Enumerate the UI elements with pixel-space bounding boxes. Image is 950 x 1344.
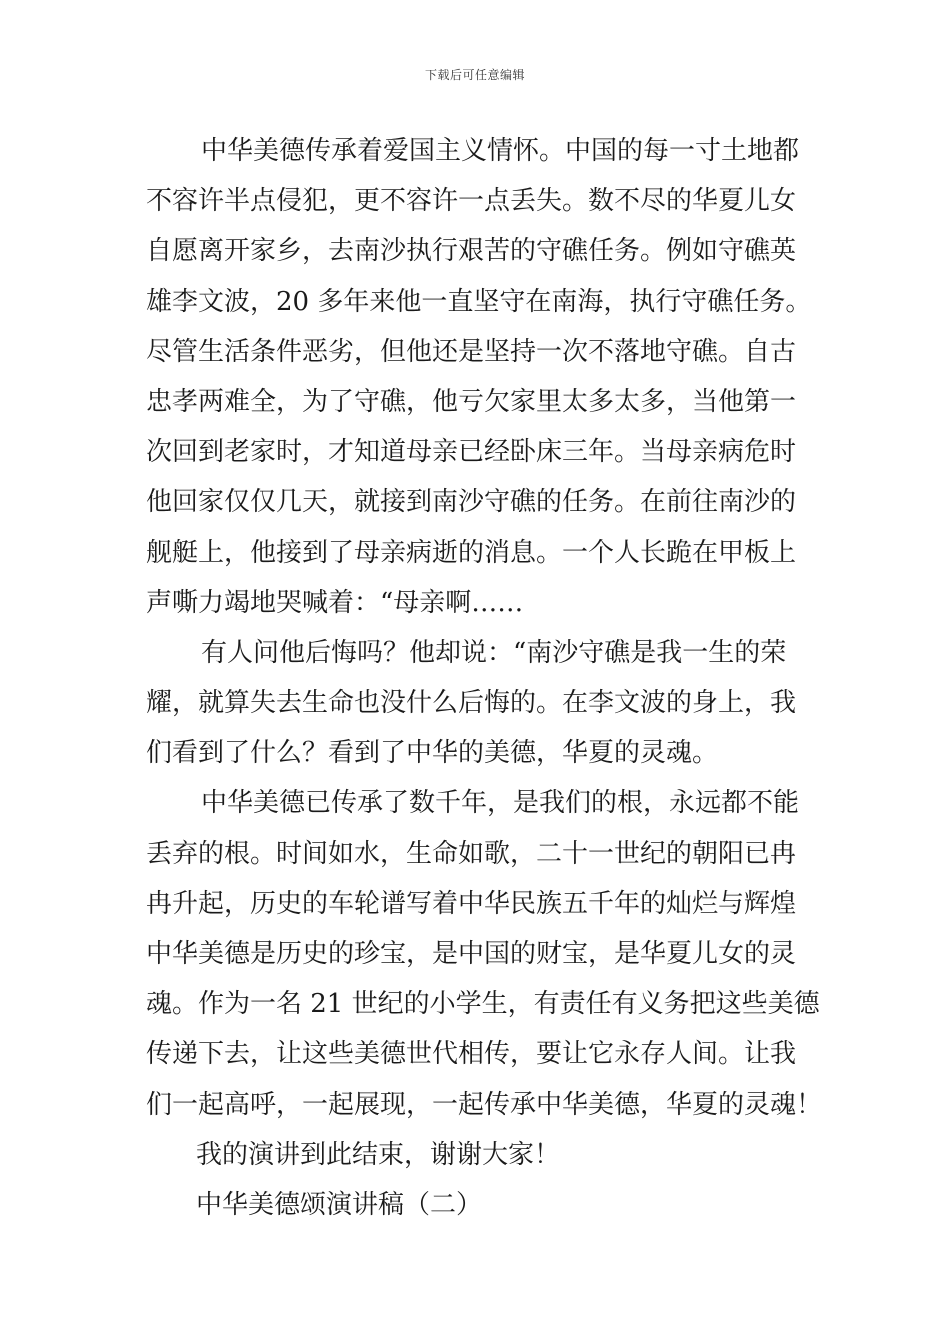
paragraph-1-line-5: 尽管生活条件恶劣，但他还是坚持一次不落地守礁。自古 xyxy=(146,336,797,367)
paragraph-3-line-6: 传递下去，让这些美德世代相传，要让它永存人间。让我 xyxy=(146,1039,797,1070)
paragraph-1-line-4: 雄李文波，20 多年来他一直坚守在南海，执行守礁任务。 xyxy=(146,286,812,317)
paragraph-3-line-7: 们一起高呼，一起展现，一起传承中华美德，华夏的灵魂！ xyxy=(146,1089,823,1120)
paragraph-1-line-10: 声嘶力竭地哭喊着：“母亲啊…… xyxy=(146,587,524,618)
paragraph-3-line-5: 魂。作为一名 21 世纪的小学生，有责任有义务把这些美德 xyxy=(146,989,820,1020)
paragraph-2-line-1: 有人问他后悔吗？他却说：“南沙守礁是我一生的荣 xyxy=(201,637,787,668)
paragraph-1-line-2: 不容许半点侵犯，更不容许一点丢失。数不尽的华夏儿女 xyxy=(146,186,797,217)
paragraph-1-line-8: 他回家仅仅几天，就接到南沙守礁的任务。在前往南沙的 xyxy=(146,487,797,518)
paragraph-3-line-3: 冉升起，历史的车轮谱写着中华民族五千年的灿烂与辉煌 xyxy=(146,888,797,919)
paragraph-1-line-6: 忠孝两难全，为了守礁，他亏欠家里太多太多，当他第一 xyxy=(146,386,797,417)
paragraph-3-line-2: 丢弃的根。时间如水，生命如歌，二十一世纪的朝阳已冉 xyxy=(146,838,797,869)
paragraph-2-line-2: 耀，就算失去生命也没什么后悔的。在李文波的身上，我 xyxy=(146,688,797,719)
paragraph-1-line-1: 中华美德传承着爱国主义情怀。中国的每一寸土地都 xyxy=(201,136,800,166)
paragraph-1-line-7: 次回到老家时，才知道母亲已经卧床三年。当母亲病危时 xyxy=(146,437,797,468)
paragraph-1-line-3: 自愿离开家乡，去南沙执行艰苦的守礁任务。例如守礁英 xyxy=(146,236,797,267)
closing-line: 我的演讲到此结束，谢谢大家！ xyxy=(196,1139,561,1170)
paragraph-2-line-3: 们看到了什么？看到了中华的美德，华夏的灵魂。 xyxy=(146,738,719,769)
paragraph-3-line-1: 中华美德已传承了数千年，是我们的根，永远都不能 xyxy=(201,788,800,819)
page-header-note: 下载后可任意编辑 xyxy=(424,68,525,82)
next-section-title: 中华美德颂演讲稿（二） xyxy=(196,1189,483,1220)
document-body xyxy=(146,126,823,1230)
paragraph-1-line-9: 舰艇上，他接到了母亲病逝的消息。一个人长跪在甲板上 xyxy=(146,537,797,568)
paragraph-3-line-4: 中华美德是历史的珍宝，是中国的财宝，是华夏儿女的灵 xyxy=(146,939,797,969)
